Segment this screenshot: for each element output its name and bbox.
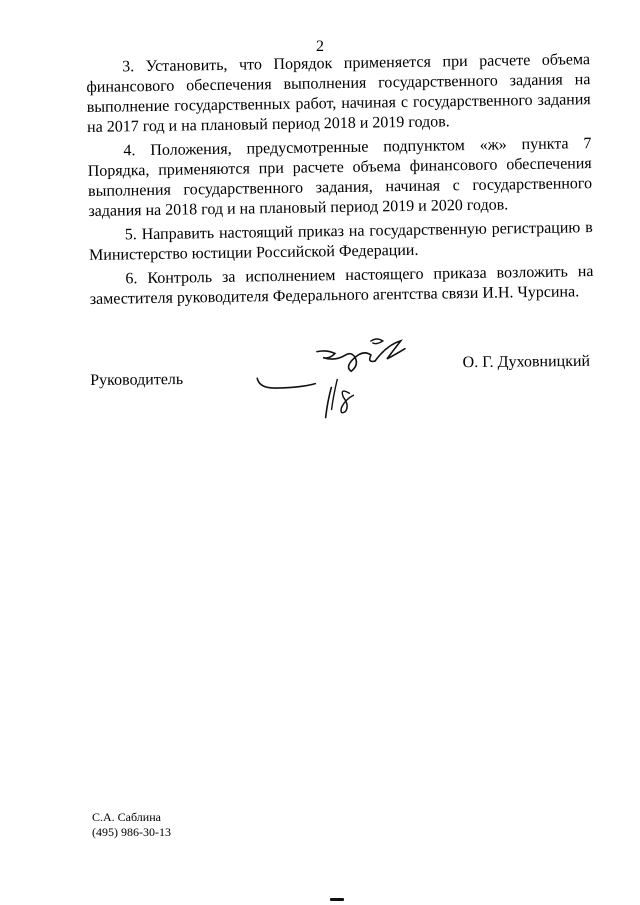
paragraph-4: 4. Положения, предусмотренные подпунктом «ж» пункта 7 Порядка, применяются при расчете объема финансового обеспечения выполнения государственного задания, начиная с государственного задания на 2018 год и на плановый период 2019 и 2020 годов.: [87, 135, 593, 220]
handwritten-signature: [255, 336, 426, 420]
signatory-name: О. Г. Духовницкий: [462, 352, 591, 372]
paragraph-6: 6. Контроль за исполнением настоящего приказа возложить на заместителя руководителя Федерального агентства связи И.Н. Чурсина.: [89, 263, 594, 308]
document-body: [86, 50, 594, 314]
page-number: 2: [316, 38, 324, 55]
paragraph-5: 5. Направить настоящий приказ на государственную регистрацию в Министерство юстиции Российской Федерации.: [88, 219, 593, 264]
executor-phone: (495) 986-30-13: [92, 825, 171, 839]
paragraph-3: 3. Установить, что Порядок применяется при расчете объема финансового обеспечения выполнения государственного задания на выполнение государственных работ, начиная с государственного задания на 2017 год и на плановый период 2018 и 2019 годов.: [86, 51, 591, 136]
executor-name: С.А. Саблина: [92, 810, 161, 824]
executor-contact: [92, 810, 171, 840]
scan-artifact: [330, 898, 344, 901]
signatory-role: Руководитель: [90, 371, 184, 389]
signature-block: [90, 353, 591, 428]
